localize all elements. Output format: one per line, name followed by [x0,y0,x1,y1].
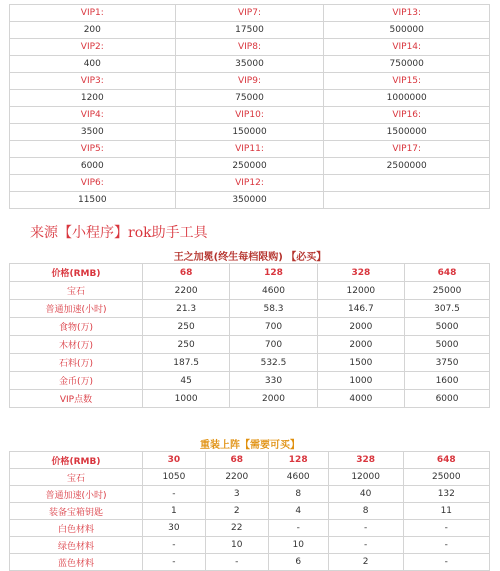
item-name-cell: 装备宝箱钥匙 [10,503,143,520]
vip-points-value: 11500 [10,192,176,209]
item-amount-cell: 146.7 [317,300,404,318]
table-row [10,318,490,336]
vip-label-row [10,175,490,192]
vip-value-row [10,192,490,209]
vip-points-value [324,192,490,209]
item-amount-cell: 12000 [328,469,403,486]
price-tier-header: 328 [328,452,403,469]
price-tier-header: 128 [268,452,328,469]
vip-level-label: VIP13: [324,5,490,22]
item-name-cell: 普通加速(小时) [10,486,143,503]
vip-level-label: VIP16: [324,107,490,124]
table-row [10,354,490,372]
item-amount-cell: 22 [205,520,268,537]
item-amount-cell: 2 [205,503,268,520]
price-header-label: 价格(RMB) [10,452,143,469]
item-amount-cell: 1000 [317,372,404,390]
vip-points-value: 1000000 [324,90,490,107]
vip-points-value: 2500000 [324,158,490,175]
item-name-cell: 白色材料 [10,520,143,537]
vip-points-value: 750000 [324,56,490,73]
vip-threshold-table [9,4,490,209]
vip-value-row [10,56,490,73]
vip-points-value: 75000 [175,90,324,107]
vip-value-row [10,22,490,39]
vip-label-row [10,5,490,22]
item-name-cell: 宝石 [10,282,143,300]
vip-points-value: 400 [10,56,176,73]
item-amount-cell: 6000 [405,390,490,408]
vip-level-label [324,175,490,192]
price-tier-header: 68 [205,452,268,469]
vip-level-label: VIP4: [10,107,176,124]
price-tier-header: 328 [317,264,404,282]
item-amount-cell: 1600 [405,372,490,390]
item-name-cell: 食物(万) [10,318,143,336]
vip-level-label: VIP3: [10,73,176,90]
item-amount-cell: 11 [403,503,489,520]
rebuy-pack-title: 重装上阵【需要可买】 [200,440,300,451]
item-amount-cell: - [403,537,489,554]
vip-points-value: 1500000 [324,124,490,141]
price-tier-header: 648 [403,452,489,469]
item-amount-cell: 25000 [403,469,489,486]
item-amount-cell: 330 [230,372,317,390]
item-amount-cell: 5000 [405,318,490,336]
vip-points-value: 3500 [10,124,176,141]
vip-level-label: VIP11: [175,141,324,158]
item-name-cell: 普通加速(小时) [10,300,143,318]
item-amount-cell: 4600 [268,469,328,486]
item-amount-cell: - [403,520,489,537]
item-name-cell: 木材(万) [10,336,143,354]
item-amount-cell: 45 [142,372,229,390]
item-amount-cell: - [403,554,489,571]
table-row [10,390,490,408]
item-amount-cell: 10 [205,537,268,554]
item-name-cell: 绿色材料 [10,537,143,554]
vip-points-value: 500000 [324,22,490,39]
source-line: 来源【小程序】rok助手工具 [30,225,208,241]
vip-level-label: VIP1: [10,5,176,22]
vip-level-label: VIP6: [10,175,176,192]
item-amount-cell: 58.3 [230,300,317,318]
item-amount-cell: 8 [268,486,328,503]
vip-level-label: VIP12: [175,175,324,192]
vip-level-label: VIP17: [324,141,490,158]
item-amount-cell: 3750 [405,354,490,372]
table-header-row [10,452,490,469]
item-amount-cell: 1050 [142,469,205,486]
table-row [10,336,490,354]
item-amount-cell: 700 [230,336,317,354]
item-amount-cell: 1500 [317,354,404,372]
item-amount-cell: 10 [268,537,328,554]
vip-level-label: VIP7: [175,5,324,22]
vip-value-row [10,158,490,175]
vip-level-label: VIP5: [10,141,176,158]
item-amount-cell: 12000 [317,282,404,300]
item-amount-cell: 4 [268,503,328,520]
vip-level-label: VIP9: [175,73,324,90]
item-amount-cell: 40 [328,486,403,503]
item-amount-cell: 187.5 [142,354,229,372]
item-amount-cell: 5000 [405,336,490,354]
item-amount-cell: 2000 [230,390,317,408]
vip-value-row [10,124,490,141]
vip-label-row [10,141,490,158]
item-amount-cell: 250 [142,336,229,354]
item-amount-cell: 132 [403,486,489,503]
table-row [10,503,490,520]
item-amount-cell: 8 [328,503,403,520]
item-amount-cell: 2200 [205,469,268,486]
vip-points-value: 250000 [175,158,324,175]
king-pack-table [9,263,490,408]
item-amount-cell: 25000 [405,282,490,300]
table-header-row [10,264,490,282]
table-row [10,469,490,486]
price-header-label: 价格(RMB) [10,264,143,282]
item-amount-cell: 4600 [230,282,317,300]
item-amount-cell: - [328,537,403,554]
vip-label-row [10,39,490,56]
vip-level-label: VIP10: [175,107,324,124]
item-amount-cell: 2200 [142,282,229,300]
king-pack-title: 王之加冕(终生每档限购) 【必买】 [173,252,327,263]
item-amount-cell: 4000 [317,390,404,408]
item-amount-cell: - [268,520,328,537]
item-amount-cell: 6 [268,554,328,571]
item-amount-cell: - [142,554,205,571]
item-amount-cell: 2000 [317,336,404,354]
vip-points-value: 1200 [10,90,176,107]
vip-points-value: 200 [10,22,176,39]
vip-points-value: 150000 [175,124,324,141]
table-row [10,282,490,300]
price-tier-header: 648 [405,264,490,282]
item-amount-cell: - [142,537,205,554]
vip-points-value: 17500 [175,22,324,39]
vip-level-label: VIP2: [10,39,176,56]
item-amount-cell: 2000 [317,318,404,336]
item-amount-cell: 700 [230,318,317,336]
vip-points-value: 350000 [175,192,324,209]
item-amount-cell: - [328,520,403,537]
item-amount-cell: 1000 [142,390,229,408]
table-row [10,537,490,554]
item-amount-cell: 307.5 [405,300,490,318]
price-tier-header: 30 [142,452,205,469]
item-amount-cell: 21.3 [142,300,229,318]
vip-label-row [10,107,490,124]
item-name-cell: 蓝色材料 [10,554,143,571]
item-amount-cell: 2 [328,554,403,571]
item-name-cell: 宝石 [10,469,143,486]
price-tier-header: 68 [142,264,229,282]
item-amount-cell: 532.5 [230,354,317,372]
vip-points-value: 6000 [10,158,176,175]
vip-value-row [10,90,490,107]
table-row [10,300,490,318]
item-amount-cell: 250 [142,318,229,336]
vip-level-label: VIP14: [324,39,490,56]
item-amount-cell: - [142,486,205,503]
table-row [10,554,490,571]
item-amount-cell: 1 [142,503,205,520]
vip-label-row [10,73,490,90]
vip-points-value: 35000 [175,56,324,73]
item-name-cell: VIP点数 [10,390,143,408]
rebuy-pack-table [9,451,490,571]
table-row [10,372,490,390]
price-tier-header: 128 [230,264,317,282]
table-row [10,486,490,503]
table-row [10,520,490,537]
vip-level-label: VIP8: [175,39,324,56]
vip-level-label: VIP15: [324,73,490,90]
item-name-cell: 金币(万) [10,372,143,390]
item-name-cell: 石料(万) [10,354,143,372]
item-amount-cell: - [205,554,268,571]
item-amount-cell: 3 [205,486,268,503]
item-amount-cell: 30 [142,520,205,537]
